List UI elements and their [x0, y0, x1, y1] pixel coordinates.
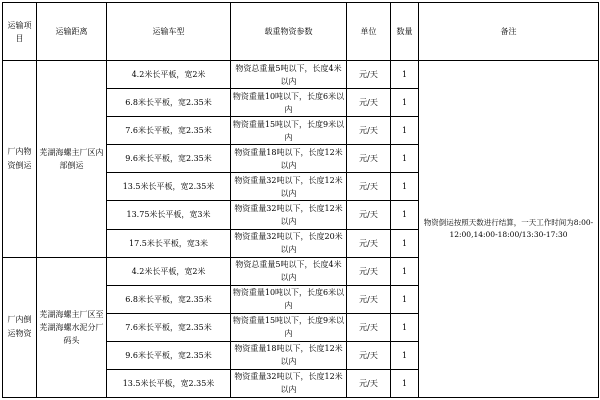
qty-cell: 1 [391, 313, 419, 341]
vehicle-cell: 13.75米长平板，宽3米 [107, 201, 231, 229]
vehicle-cell: 6.8米长平板，宽2.35米 [107, 285, 231, 313]
unit-cell: 元/天 [347, 145, 391, 173]
qty-cell: 1 [391, 369, 419, 397]
qty-cell: 1 [391, 89, 419, 117]
qty-cell: 1 [391, 341, 419, 369]
header-row [3, 3, 599, 61]
qty-cell: 1 [391, 285, 419, 313]
header-params: 载重物资参数 [231, 3, 347, 61]
distance-cell: 芜湖海螺主厂区内部倒运 [37, 61, 107, 257]
params-cell: 物资重量10吨以下，长度6米以内 [231, 285, 347, 313]
params-cell: 物资重量15吨以下，长度9米以内 [231, 313, 347, 341]
unit-cell: 元/天 [347, 313, 391, 341]
header-vehicle: 运输车型 [107, 3, 231, 61]
qty-cell: 1 [391, 257, 419, 285]
unit-cell: 元/天 [347, 117, 391, 145]
vehicle-cell: 13.5米长平板，宽2.35米 [107, 173, 231, 201]
qty-cell: 1 [391, 61, 419, 89]
vehicle-cell: 9.6米长平板，宽2.35米 [107, 341, 231, 369]
vehicle-cell: 7.6米长平板，宽2.35米 [107, 313, 231, 341]
unit-cell: 元/天 [347, 285, 391, 313]
vehicle-cell: 17.5米长平板，宽3米 [107, 229, 231, 257]
unit-cell: 元/天 [347, 341, 391, 369]
qty-cell: 1 [391, 117, 419, 145]
freight-rate-table [2, 2, 599, 398]
project-cell: 厂内物资倒运 [3, 61, 37, 257]
params-cell: 物资重量32吨以下，长度12米以内 [231, 369, 347, 397]
vehicle-cell: 7.6米长平板，宽2.35米 [107, 117, 231, 145]
params-cell: 物资总重量5吨以下，长度4米以内 [231, 257, 347, 285]
params-cell: 物资重量32吨以下，长度12米以内 [231, 173, 347, 201]
params-cell: 物资总重量5吨以下，长度4米以内 [231, 61, 347, 89]
unit-cell: 元/天 [347, 229, 391, 257]
header-note: 备注 [419, 3, 599, 61]
note-cell: 物资倒运按照天数进行结算，一天工作时间为8:00-12:00,14:00-18:00/13:30-17:30 [419, 61, 599, 398]
qty-cell: 1 [391, 145, 419, 173]
unit-cell: 元/天 [347, 89, 391, 117]
vehicle-cell: 4.2米长平板，宽2米 [107, 257, 231, 285]
qty-cell: 1 [391, 229, 419, 257]
params-cell: 物资重量32吨以下，长度20米以内 [231, 229, 347, 257]
params-cell: 物资重量32吨以下，长度12米以内 [231, 201, 347, 229]
vehicle-cell: 6.8米长平板，宽2.35米 [107, 89, 231, 117]
unit-cell: 元/天 [347, 173, 391, 201]
unit-cell: 元/天 [347, 201, 391, 229]
project-cell: 厂内倒运物资 [3, 257, 37, 397]
params-cell: 物资重量18吨以下，长度12米以内 [231, 341, 347, 369]
vehicle-cell: 13.5米长平板，宽2.35米 [107, 369, 231, 397]
header-qty: 数量 [391, 3, 419, 61]
vehicle-cell: 4.2米长平板，宽2米 [107, 61, 231, 89]
unit-cell: 元/天 [347, 61, 391, 89]
params-cell: 物资重量10吨以下，长度6米以内 [231, 89, 347, 117]
params-cell: 物资重量18吨以下，长度12米以内 [231, 145, 347, 173]
header-distance: 运输距离 [37, 3, 107, 61]
table-row [3, 61, 599, 89]
header-project: 运输项目 [3, 3, 37, 61]
qty-cell: 1 [391, 173, 419, 201]
params-cell: 物资重量15吨以下，长度9米以内 [231, 117, 347, 145]
distance-cell: 芜湖海螺主厂区至芜湖海螺水泥分厂码头 [37, 257, 107, 397]
vehicle-cell: 9.6米长平板，宽2.35米 [107, 145, 231, 173]
header-unit: 单位 [347, 3, 391, 61]
qty-cell: 1 [391, 201, 419, 229]
unit-cell: 元/天 [347, 257, 391, 285]
unit-cell: 元/天 [347, 369, 391, 397]
